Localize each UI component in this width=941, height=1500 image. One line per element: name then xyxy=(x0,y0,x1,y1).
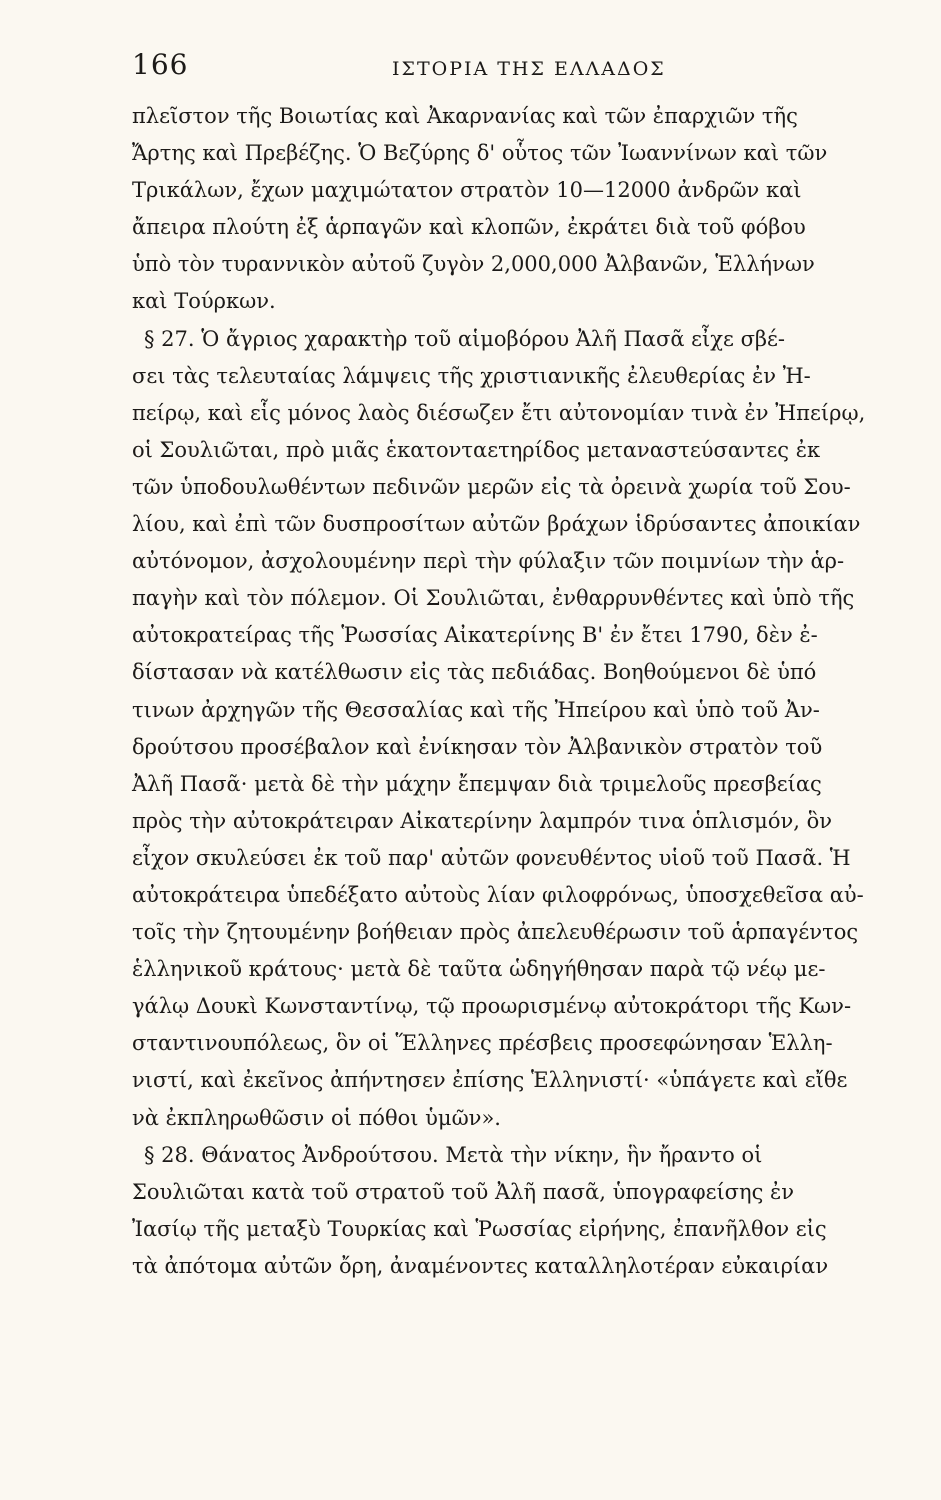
text-line: εἶχον σκυλεύσει ἐκ τοῦ παρ' αὐτῶν φονευθέντος υἱοῦ τοῦ Πασᾶ. Ἡ xyxy=(132,845,851,870)
text-line: πλεῖστον τῆς Βοιωτίας καὶ Ἀκαρνανίας καὶ τῶν ἐπαρχιῶν τῆς xyxy=(132,104,798,128)
text-line: ὑπὸ τὸν τυραννικὸν αὐτοῦ ζυγὸν 2,000,000 Ἀλβανῶν, Ἑλλήνων xyxy=(132,252,815,277)
text-line: αὐτοκρατείρας τῆς Ῥωσσίας Αἰκατερίνης Β' ἐν ἔτει 1790, δὲν ἐ- xyxy=(132,623,818,648)
running-title: ΙΣΤΟΡΙΑ ΤΗΣ ΕΛΛΑΔΟΣ xyxy=(392,58,666,80)
text-line: Σουλιῶται κατὰ τοῦ στρατοῦ τοῦ Ἀλῆ πασᾶ, ὑπογραφείσης ἐν xyxy=(132,1179,795,1204)
text-line: παγὴν καὶ τὸν πόλεμον. Οἱ Σουλιῶται, ἐνθαρρυνθέντες καὶ ὑπὸ τῆς xyxy=(132,586,855,611)
page-header xyxy=(132,48,892,98)
text-line: γάλῳ Δουκὶ Κωνσταντίνῳ, τῷ προωρισμένῳ αὐτοκράτορι τῆς Κων- xyxy=(132,994,852,1019)
section-heading-line: § 28. Θάνατος Ἀνδρούτσου. Μετὰ τὴν νίκην, ἣν ἤραντο οἱ xyxy=(144,1142,763,1167)
text-line: δίστασαν νὰ κατέλθωσιν εἰς τὰς πεδιάδας. Βοηθούμενοι δὲ ὑπό xyxy=(132,660,817,685)
text-line: τινων ἀρχηγῶν τῆς Θεσσαλίας καὶ τῆς Ἠπείρου καὶ ὑπὸ τοῦ Ἀν- xyxy=(132,697,820,722)
text-line: λίου, καὶ ἐπὶ τῶν δυσπροσίτων αὐτῶν βράχων ἱδρύσαντες ἀποικίαν xyxy=(132,512,861,537)
text-line: πρὸς τὴν αὐτοκράτειραν Αἰκατερίνην λαμπρόν τινα ὁπλισμόν, ὃν xyxy=(132,808,832,833)
text-line: νιστί, καὶ ἐκεῖνος ἀπήντησεν ἐπίσης Ἑλληνιστί· «ὑπάγετε καὶ εἴθε xyxy=(132,1068,848,1093)
text-line: αὐτόνομον, ἀσχολουμένην περὶ τὴν φύλαξιν τῶν ποιμνίων τὴν ἁρ- xyxy=(132,549,845,574)
text-line: ἑλληνικοῦ κράτους· μετὰ δὲ ταῦτα ὡδηγήθησαν παρὰ τῷ νέῳ με- xyxy=(132,957,826,982)
text-line: σει τὰς τελευταίας λάμψεις τῆς χριστιανικῆς ἐλευθερίας ἐν Ἠ- xyxy=(132,363,811,388)
text-line: Ἀλῆ Πασᾶ· μετὰ δὲ τὴν μάχην ἔπεμψαν διὰ τριμελοῦς πρεσβείας xyxy=(132,771,822,796)
page-number: 166 xyxy=(132,48,189,81)
text-line: τὰ ἀπότομα αὐτῶν ὄρη, ἀναμένοντες καταλληλοτέραν εὐκαιρίαν xyxy=(132,1253,829,1278)
text-line: Τρικάλων, ἔχων μαχιμώτατον στρατὸν 10—12000 ἀνδρῶν καὶ xyxy=(132,178,802,203)
section-heading-line: § 27. Ὁ ἄγριος χαρακτὴρ τοῦ αἱμοβόρου Ἀλῆ Πασᾶ εἶχε σβέ- xyxy=(144,326,786,351)
text-line: οἱ Σουλιῶται, πρὸ μιᾶς ἑκατονταετηρίδος μεταναστεύσαντες ἐκ xyxy=(132,437,821,462)
text-line: καὶ Τούρκων. xyxy=(132,289,276,314)
text-line: αὐτοκράτειρα ὑπεδέξατο αὐτοὺς λίαν φιλοφρόνως, ὑποσχεθεῖσα αὐ- xyxy=(132,882,864,907)
text-line: σταντινουπόλεως, ὃν οἱ Ἕλληνες πρέσβεις προσεφώνησαν Ἑλλη- xyxy=(132,1031,833,1056)
text-line: Ἰασίῳ τῆς μεταξὺ Τουρκίας καὶ Ῥωσσίας εἰρήνης, ἐπανῆλθον εἰς xyxy=(132,1216,827,1241)
text-line: τοῖς τὴν ζητουμένην βοήθειαν πρὸς ἀπελευθέρωσιν τοῦ ἁρπαγέντος xyxy=(132,920,859,945)
text-line: νὰ ἐκπληρωθῶσιν οἱ πόθοι ὑμῶν». xyxy=(132,1105,501,1130)
text-line: δρούτσου προσέβαλον καὶ ἐνίκησαν τὸν Ἀλβανικὸν στρατὸν τοῦ xyxy=(132,734,823,759)
text-line: ἄπειρα πλούτη ἐξ ἁρπαγῶν καὶ κλοπῶν, ἐκράτει διὰ τοῦ φόβου xyxy=(132,215,806,240)
text-line: Ἄρτης καὶ Πρεβέζης. Ὁ Βεζύρης δ' οὗτος τῶν Ἰωαννίνων καὶ τῶν xyxy=(132,141,828,166)
text-line: τῶν ὑποδουλωθέντων πεδινῶν μερῶν εἰς τὰ ὀρεινὰ χωρία τοῦ Σου- xyxy=(132,474,851,499)
text-line: πείρῳ, καὶ εἷς μόνος λαὸς διέσωζεν ἔτι αὐτονομίαν τινὰ ἐν Ἠπείρῳ, xyxy=(132,400,866,425)
body-text xyxy=(132,98,892,1285)
